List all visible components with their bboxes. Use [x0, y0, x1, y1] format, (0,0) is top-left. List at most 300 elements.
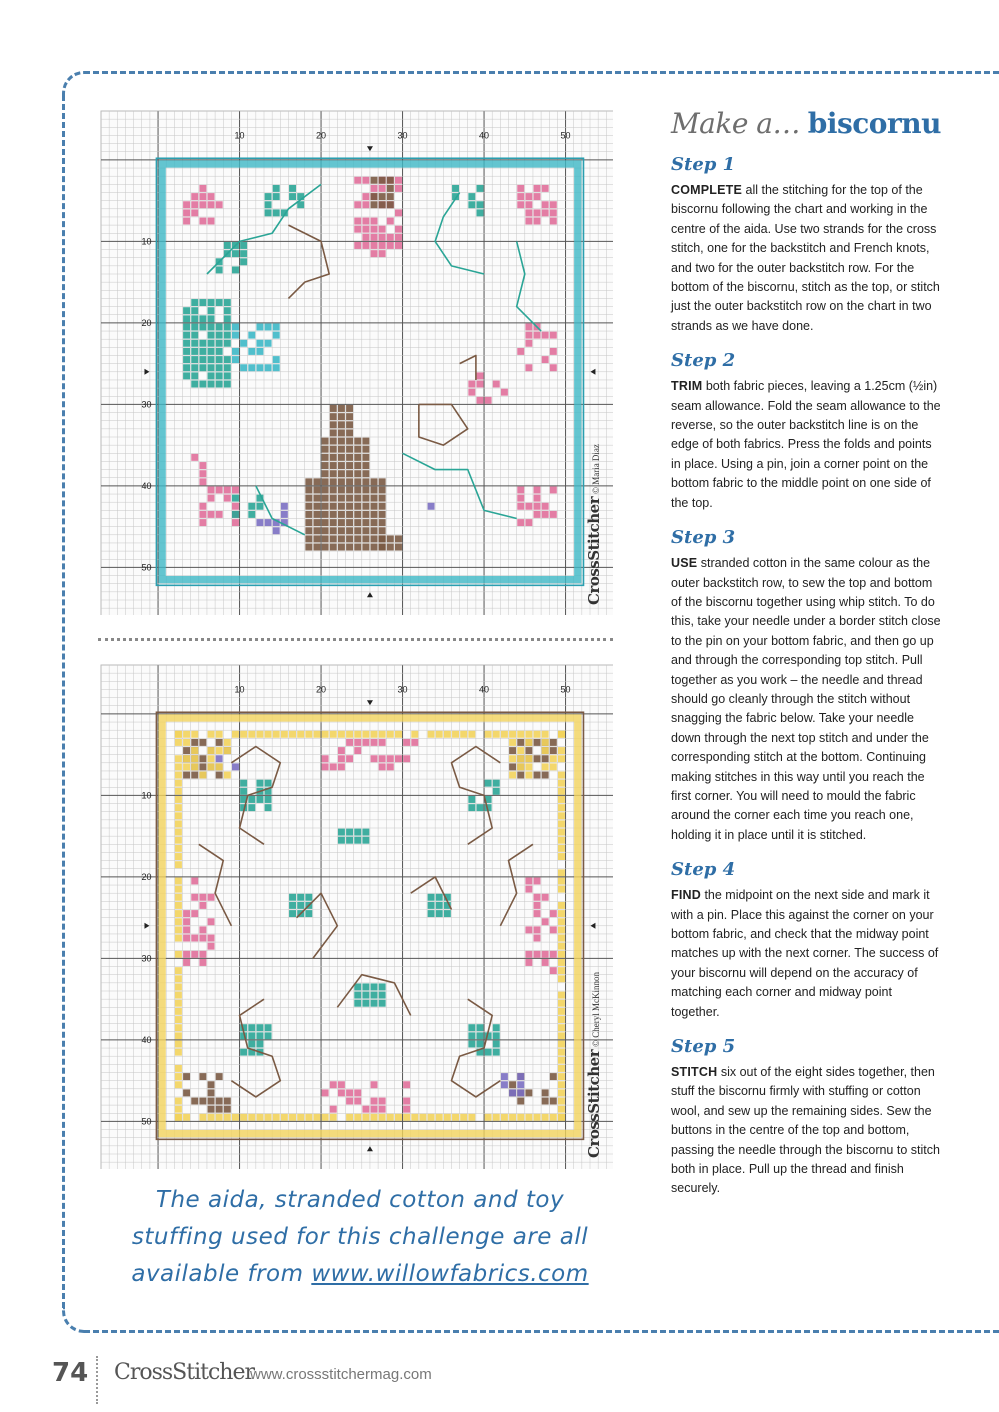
step-5: [671, 1034, 943, 1199]
stitch-cell: [224, 332, 231, 339]
stitch-cell: [175, 845, 182, 852]
stitch-cell: [371, 983, 378, 990]
stitch-cell: [265, 780, 272, 787]
stitch-cell: [534, 193, 541, 200]
stitch-cell: [240, 788, 247, 795]
stitch-cell: [183, 951, 190, 958]
step-text: six out of the eight sides together, then stuff the biscornu firmly with stuffing or cotton wool, and sew up the remaining sides. Sew the buttons in the centre of the top and bottom, passing the needle through the biscornu to stitch both in place. Pull up the thread and finish securely.: [671, 1065, 940, 1196]
stitch-cell: [387, 193, 394, 200]
stitch-cell: [183, 1073, 190, 1080]
stitch-cell: [314, 511, 321, 518]
stitch-cell: [224, 315, 231, 322]
step-heading: Step 1: [671, 154, 736, 175]
stitch-cell: [199, 755, 206, 762]
stitch-cell: [322, 487, 329, 494]
frame-corner-bottom-left: [62, 1306, 89, 1333]
stitch-cell: [256, 503, 263, 510]
stitch-cell: [387, 731, 394, 738]
stitch-cell: [208, 487, 215, 494]
stitch-cell: [199, 201, 206, 208]
supplier-link[interactable]: www.willowfabrics.com: [311, 1261, 589, 1287]
stitch-cell: [191, 193, 198, 200]
stitch-cell: [216, 348, 223, 355]
frame-top-dashes: [84, 71, 999, 74]
stitch-cell: [224, 340, 231, 347]
stitch-cell: [485, 731, 492, 738]
stitch-cell: [362, 201, 369, 208]
stitch-cell: [314, 478, 321, 485]
stitch-cell: [330, 763, 337, 770]
stitch-cell: [175, 739, 182, 746]
stitch-cell: [338, 747, 345, 754]
stitch-cell: [256, 324, 263, 331]
stitch-cell: [208, 299, 215, 306]
stitch-cell: [542, 1114, 549, 1121]
stitch-cell: [558, 837, 565, 844]
stitch-cell: [330, 413, 337, 420]
stitch-cell: [338, 544, 345, 551]
stitch-cell: [558, 845, 565, 852]
stitch-cell: [338, 503, 345, 510]
stitch-cell: [525, 324, 532, 331]
stitch-cell: [338, 511, 345, 518]
row-label: 20: [141, 317, 152, 328]
stitch-cell: [346, 503, 353, 510]
stitch-cell: [224, 299, 231, 306]
stitch-cell: [346, 446, 353, 453]
stitch-cell: [273, 193, 280, 200]
stitch-cell: [534, 951, 541, 958]
stitch-cell: [305, 910, 312, 917]
stitch-cell: [175, 861, 182, 868]
stitch-cell: [208, 193, 215, 200]
stitch-cell: [208, 201, 215, 208]
stitch-cell: [362, 242, 369, 249]
stitch-cell: [175, 763, 182, 770]
stitch-cell: [362, 739, 369, 746]
stitch-cell: [403, 1114, 410, 1121]
stitch-cell: [273, 185, 280, 192]
stitch-cell: [265, 1032, 272, 1039]
stitch-cell: [558, 1081, 565, 1088]
stitch-cell: [346, 519, 353, 526]
stitch-cell: [379, 250, 386, 257]
stitch-cell: [362, 438, 369, 445]
stitch-cell: [175, 902, 182, 909]
stitch-cell: [371, 503, 378, 510]
stitch-cell: [305, 519, 312, 526]
column-label: 10: [234, 684, 245, 695]
stitch-cell: [216, 1098, 223, 1105]
stitch-cell: [362, 1000, 369, 1007]
stitch-cell: [362, 544, 369, 551]
stitch-cell: [330, 503, 337, 510]
stitch-cell: [550, 511, 557, 518]
stitch-cell: [175, 853, 182, 860]
stitch-cell: [256, 364, 263, 371]
stitch-cell: [330, 519, 337, 526]
stitch-cell: [362, 503, 369, 510]
stitch-cell: [371, 193, 378, 200]
stitch-cell: [322, 755, 329, 762]
stitch-cell: [362, 487, 369, 494]
stitch-cell: [436, 894, 443, 901]
stitch-cell: [183, 747, 190, 754]
stitch-cell: [183, 1114, 190, 1121]
stitch-cell: [175, 780, 182, 787]
stitch-cell: [354, 446, 361, 453]
step-lead-word: TRIM: [671, 379, 703, 394]
stitch-cell: [346, 1098, 353, 1105]
stitch-cell: [346, 470, 353, 477]
stitch-cell: [175, 820, 182, 827]
stitch-cell: [191, 755, 198, 762]
stitch-cell: [305, 731, 312, 738]
stitch-cell: [362, 462, 369, 469]
stitch-cell: [468, 1041, 475, 1048]
stitch-cell: [265, 804, 272, 811]
stitch-cell: [362, 193, 369, 200]
stitch-cell: [208, 1081, 215, 1088]
stitch-cell: [175, 1000, 182, 1007]
stitch-cell: [322, 478, 329, 485]
stitch-cell: [517, 503, 524, 510]
stitch-cell: [501, 1114, 508, 1121]
stitch-cell: [558, 1098, 565, 1105]
instructions-column: [671, 106, 943, 1211]
stitch-cell: [371, 234, 378, 241]
stitch-cell: [289, 185, 296, 192]
stitch-cell: [338, 755, 345, 762]
stitch-cell: [395, 234, 402, 241]
step-text: both fabric pieces, leaving a 1.25cm (½in) seam allowance. Fold the seam allowance to the reverse, so the outer backstitch line is on the edge of both fabrics. Press the folds and points in place. Using a pin, join a corner point on the bottom fabric to the middle point on one side of the top.: [671, 379, 941, 510]
stitch-cell: [240, 258, 247, 265]
stitch-cell: [289, 193, 296, 200]
stitch-cell: [338, 446, 345, 453]
stitch-cell: [232, 348, 239, 355]
column-label: 30: [397, 684, 408, 695]
stitch-cell: [338, 421, 345, 428]
stitch-cell: [525, 739, 532, 746]
stitch-cell: [208, 755, 215, 762]
stitch-cell: [379, 535, 386, 542]
stitch-cell: [371, 185, 378, 192]
stitch-cell: [468, 804, 475, 811]
stitch-cell: [232, 266, 239, 273]
stitch-cell: [542, 209, 549, 216]
stitch-cell: [314, 519, 321, 526]
stitch-cell: [362, 1106, 369, 1113]
stitch-cell: [460, 1114, 467, 1121]
stitch-cell: [362, 478, 369, 485]
stitch-cell: [517, 348, 524, 355]
stitch-cell: [208, 763, 215, 770]
stitch-cell: [322, 503, 329, 510]
stitch-cell: [265, 364, 272, 371]
stitch-cell: [346, 462, 353, 469]
stitch-cell: [509, 772, 516, 779]
stitch-cell: [354, 242, 361, 249]
stitch-cell: [558, 1065, 565, 1072]
stitch-cell: [558, 853, 565, 860]
stitch-cell: [183, 218, 190, 225]
stitch-cell: [371, 218, 378, 225]
stitch-cell: [493, 1114, 500, 1121]
row-label: 50: [141, 1116, 152, 1127]
stitch-cell: [248, 364, 255, 371]
stitch-cell: [191, 348, 198, 355]
stitch-cell: [216, 511, 223, 518]
stitch-cell: [346, 837, 353, 844]
stitch-cell: [395, 535, 402, 542]
stitch-cell: [175, 1106, 182, 1113]
chart-grid-cat: [98, 108, 613, 615]
stitch-cell: [256, 731, 263, 738]
stitch-cell: [362, 234, 369, 241]
stitch-cell: [346, 1089, 353, 1096]
stitch-cell: [534, 878, 541, 885]
stitch-cell: [240, 364, 247, 371]
stitch-cell: [362, 731, 369, 738]
stitch-cell: [175, 804, 182, 811]
stitch-cell: [550, 739, 557, 746]
stitch-cell: [346, 755, 353, 762]
stitch-cell: [199, 315, 206, 322]
column-label: 20: [316, 130, 327, 141]
stitch-cell: [468, 796, 475, 803]
stitch-cell: [322, 446, 329, 453]
stitch-cell: [354, 438, 361, 445]
stitch-cell: [558, 812, 565, 819]
page-number: 74: [52, 1358, 89, 1388]
step-1: [671, 152, 943, 336]
stitch-cell: [477, 1032, 484, 1039]
stitch-cell: [558, 951, 565, 958]
stitch-cell: [216, 487, 223, 494]
supplier-note: [110, 1182, 610, 1293]
stitch-cell: [191, 381, 198, 388]
stitch-cell: [183, 315, 190, 322]
stitch-cell: [542, 1089, 549, 1096]
stitch-cell: [534, 739, 541, 746]
stitch-cell: [460, 731, 467, 738]
stitch-cell: [273, 1114, 280, 1121]
stitch-cell: [248, 1032, 255, 1039]
stitch-cell: [509, 1081, 516, 1088]
stitch-cell: [338, 438, 345, 445]
stitch-cell: [525, 755, 532, 762]
stitch-cell: [387, 755, 394, 762]
magazine-website-link[interactable]: www.crossstitchermag.com: [250, 1366, 432, 1383]
stitch-cell: [330, 1114, 337, 1121]
stitch-cell: [330, 544, 337, 551]
stitch-cell: [183, 731, 190, 738]
stitch-cell: [468, 731, 475, 738]
stitch-cell: [216, 299, 223, 306]
stitch-cell: [362, 226, 369, 233]
stitch-cell: [395, 209, 402, 216]
stitch-cell: [493, 780, 500, 787]
stitch-cell: [428, 910, 435, 917]
stitch-cell: [371, 250, 378, 257]
stitch-cell: [395, 731, 402, 738]
stitch-cell: [550, 951, 557, 958]
stitch-cell: [558, 1000, 565, 1007]
stitch-cell: [208, 1098, 215, 1105]
stitch-cell: [379, 1098, 386, 1105]
stitch-cell: [265, 324, 272, 331]
stitch-cell: [403, 1081, 410, 1088]
stitch-cell: [379, 193, 386, 200]
stitch-cell: [208, 348, 215, 355]
stitch-cell: [379, 992, 386, 999]
stitch-cell: [273, 731, 280, 738]
stitch-cell: [338, 487, 345, 494]
stitch-cell: [558, 820, 565, 827]
stitch-cell: [199, 935, 206, 942]
row-label: 50: [141, 562, 152, 573]
stitch-cell: [199, 1098, 206, 1105]
note-line-3-prefix: available from: [131, 1261, 312, 1287]
stitch-cell: [395, 177, 402, 184]
stitch-cell: [314, 495, 321, 502]
stitch-cell: [517, 739, 524, 746]
stitch-cell: [183, 348, 190, 355]
stitch-cell: [387, 218, 394, 225]
column-label: 20: [316, 684, 327, 695]
stitch-cell: [525, 332, 532, 339]
stitch-cell: [305, 511, 312, 518]
stitch-cell: [550, 364, 557, 371]
stitch-cell: [199, 193, 206, 200]
stitch-cell: [175, 788, 182, 795]
stitch-cell: [338, 405, 345, 412]
stitch-cell: [199, 218, 206, 225]
stitch-cell: [525, 772, 532, 779]
stitch-cell: [208, 495, 215, 502]
stitch-cell: [183, 763, 190, 770]
stitch-cell: [256, 1114, 263, 1121]
stitch-cell: [224, 324, 231, 331]
stitch-cell: [175, 975, 182, 982]
stitch-cell: [338, 535, 345, 542]
stitch-cell: [183, 307, 190, 314]
stitch-cell: [379, 185, 386, 192]
stitch-cell: [558, 755, 565, 762]
stitch-cell: [477, 1041, 484, 1048]
stitch-cell: [216, 381, 223, 388]
stitch-cell: [371, 511, 378, 518]
stitch-cell: [444, 731, 451, 738]
stitch-cell: [191, 209, 198, 216]
chart-grid-garden: [98, 662, 613, 1169]
stitch-cell: [224, 1098, 231, 1105]
stitch-cell: [517, 495, 524, 502]
column-label: 50: [560, 684, 571, 695]
stitch-cell: [428, 1114, 435, 1121]
stitch-cell: [346, 405, 353, 412]
stitch-cell: [354, 454, 361, 461]
stitch-cell: [558, 1016, 565, 1023]
stitch-cell: [354, 1089, 361, 1096]
stitch-cell: [322, 495, 329, 502]
stitch-cell: [354, 201, 361, 208]
stitch-cell: [224, 381, 231, 388]
stitch-cell: [216, 763, 223, 770]
stitch-cell: [534, 487, 541, 494]
stitch-cell: [550, 209, 557, 216]
column-label: 40: [479, 130, 490, 141]
stitch-cell: [175, 1016, 182, 1023]
stitch-cell: [379, 503, 386, 510]
step-heading: Step 5: [671, 1036, 736, 1058]
stitch-cell: [371, 731, 378, 738]
stitch-cell: [208, 1106, 215, 1113]
stitch-cell: [346, 511, 353, 518]
stitch-cell: [199, 959, 206, 966]
stitch-cell: [240, 1114, 247, 1121]
stitch-cell: [216, 266, 223, 273]
stitch-cell: [199, 470, 206, 477]
stitch-cell: [387, 763, 394, 770]
stitch-cell: [208, 918, 215, 925]
stitch-cell: [183, 772, 190, 779]
stitch-cell: [517, 1081, 524, 1088]
stitch-cell: [542, 332, 549, 339]
stitch-cell: [387, 1114, 394, 1121]
stitch-cell: [346, 478, 353, 485]
stitch-cell: [216, 731, 223, 738]
stitch-cell: [216, 1114, 223, 1121]
stitch-cell: [248, 731, 255, 738]
stitch-cell: [362, 992, 369, 999]
stitch-cell: [322, 511, 329, 518]
column-label: 50: [560, 130, 571, 141]
stitch-cell: [354, 478, 361, 485]
stitch-cell: [525, 926, 532, 933]
stitch-cell: [517, 185, 524, 192]
stitch-cell: [379, 763, 386, 770]
stitch-cell: [542, 201, 549, 208]
magazine-logo: CrossStitcher: [114, 1360, 254, 1385]
stitch-cell: [224, 242, 231, 249]
stitch-cell: [232, 356, 239, 363]
stitch-cell: [558, 975, 565, 982]
stitch-cell: [395, 1114, 402, 1121]
stitch-cell: [338, 829, 345, 836]
stitch-cell: [191, 747, 198, 754]
stitch-cell: [558, 926, 565, 933]
stitch-cell: [199, 902, 206, 909]
stitch-cell: [558, 747, 565, 754]
stitch-cell: [542, 1098, 549, 1105]
stitch-cell: [452, 1114, 459, 1121]
stitch-cell: [550, 926, 557, 933]
stitch-cell: [191, 894, 198, 901]
step-text: all the stitching for the top of the biscornu following the chart and working in the centre of the aida. Use two strands for the cross stitch, one for the backstitch and French knots, and two for the outer backstitch row. For the bottom of the biscornu, stitch as the top, or stitch just the outer backstitch row on the chart in two strands as we have done.: [671, 183, 940, 333]
stitch-cell: [208, 1089, 215, 1096]
stitch-cell: [354, 747, 361, 754]
stitch-cell: [256, 1032, 263, 1039]
stitch-cell: [395, 226, 402, 233]
stitch-cell: [444, 910, 451, 917]
stitch-cell: [224, 747, 231, 754]
stitch-cell: [362, 454, 369, 461]
stitch-cell: [191, 332, 198, 339]
frame-corner-top-left: [62, 71, 89, 100]
stitch-cell: [199, 511, 206, 518]
stitch-cell: [224, 364, 231, 371]
